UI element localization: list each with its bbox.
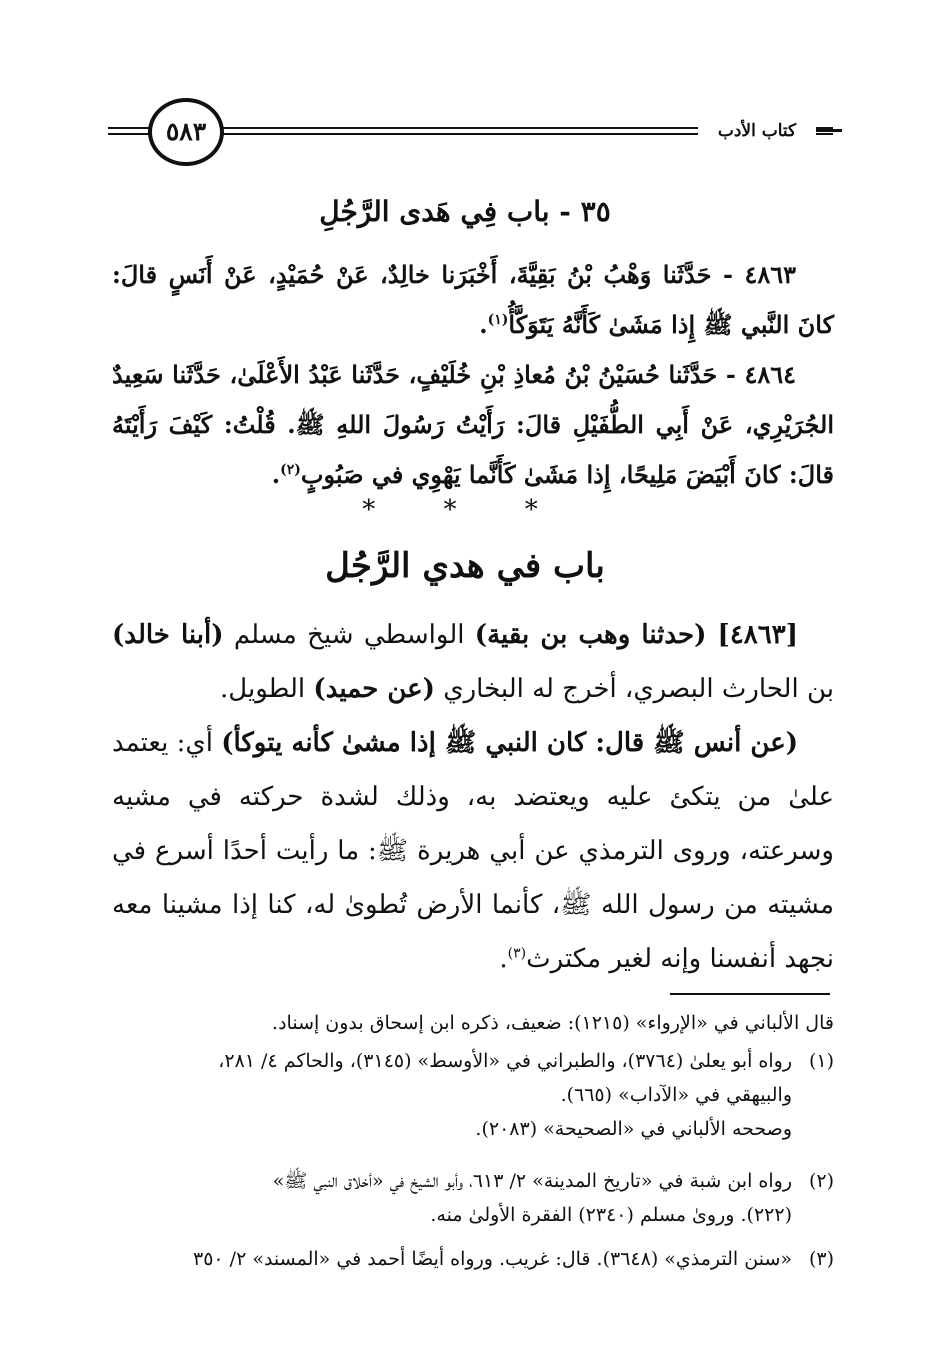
footnote-text: رواه أبو يعلىٰ (٣٧٦٤)، والطبراني في «الأوسط» (٣١٤٥)، والحاكم ٤/ ٢٨١، xyxy=(218,1050,792,1072)
footnote-line xyxy=(108,1044,834,1078)
footnote-2 xyxy=(108,1164,834,1232)
footnote-number: (١) xyxy=(808,1050,834,1072)
hadith-end: . xyxy=(479,310,488,339)
footnote-text: رواه ابن شبة في «تاريخ المدينة» ٢/ ٦١٣، وأبو الشيخ في «أخلاق النبي ﷺ» xyxy=(272,1170,792,1192)
footnote-number: (٢) xyxy=(808,1170,834,1192)
footnote-line: والبيهقي في «الآداب» (٦٦٥). xyxy=(560,1084,792,1106)
bold-phrase: (عن حميد) xyxy=(313,674,435,704)
commentary-text: بن الحارث البصري، أخرج له البخاري xyxy=(434,674,834,704)
bold-phrase: [٤٨٦٣] (حدثنا وهب بن بقية) xyxy=(474,620,798,650)
hadith-end: . xyxy=(271,460,281,489)
commentary-paragraph-2 xyxy=(112,716,834,986)
commentary-title: باب في هدي الرَّجُل xyxy=(325,546,605,586)
footnote-number: (٣) xyxy=(808,1248,834,1270)
footnote-text: «سنن الترمذي» (٣٦٤٨). قال: غريب. ورواه أيضًا أحمد في «المسند» ٢/ ٣٥٠ xyxy=(193,1248,792,1270)
running-header-title: كتاب الأدب xyxy=(698,117,816,145)
footnote-line xyxy=(108,1164,834,1198)
footnote-line xyxy=(108,1242,834,1276)
footnote-ref: (١) xyxy=(487,312,509,328)
footnote-1 xyxy=(108,1044,834,1146)
footnote-0 xyxy=(108,1006,834,1040)
footnote-text: قال الألباني في «الإرواء» (١٢١٥): ضعيف، ذكره ابن إسحاق بدون إسناد. xyxy=(272,1012,834,1034)
commentary-paragraph-1 xyxy=(112,608,834,716)
hadith-4864 xyxy=(112,350,834,500)
bold-phrase: (أبنا خالد) xyxy=(112,620,224,650)
footnote-separator xyxy=(670,993,830,995)
page-number-badge: ٥٨٣ xyxy=(148,98,224,166)
footnote-line: وصححه الألباني في «الصحيحة» (٢٠٨٣). xyxy=(475,1118,792,1140)
hadith-text: ٤٨٦٣ - حَدَّثَنا وَهْبُ بْنُ بَقِيَّةَ، أَخْبَرَنا خالِدٌ، عَنْ حُمَيْدٍ، عَنْ أَنَسٍ قالَ: كانَ النَّبي ﷺ إِذا مَشَىٰ كَأَنَّهُ يَتَوَكَّأُ xyxy=(112,260,834,339)
footnote-3 xyxy=(108,1242,834,1276)
footnote-ref: (٢) xyxy=(280,462,301,478)
footnote-ref: (٣) xyxy=(507,945,527,962)
commentary-text: الواسطي شيخ مسلم xyxy=(223,620,475,650)
bold-phrase: (عن أنس ﷺ قال: كان النبي ﷺ إذا مشىٰ كأنه يتوكأ) xyxy=(221,728,799,758)
commentary-end: . xyxy=(499,944,508,974)
commentary-text: أي: يعتمد علىٰ من يتكئ عليه ويعتضد به، وذلك لشدة حركته في مشيه وسرعته، وروى الترمذي عن أبي هريرة ﷺ: ما رأيت أحدًا أسرع في مشيته من رسول الله ﷺ، كأنما الأرض تُطوىٰ له، كنا إذا مشينا معه نجهد أنفسنا وإنه لغير مكترث xyxy=(112,728,834,974)
hadith-4863 xyxy=(112,250,834,350)
commentary-text: الطويل. xyxy=(220,674,314,704)
footnote-line: (٢٢٢). وروىٰ مسلم (٢٣٤٠) الفقرة الأولىٰ منه. xyxy=(430,1204,792,1226)
section-separator: * * * xyxy=(362,495,568,525)
hadith-text: ٤٨٦٤ - حَدَّثَنا حُسَيْنُ بْنُ مُعاذِ بْنِ خُلَيْفٍ، حَدَّثَنا عَبْدُ الأَعْلَىٰ، حَدَّثَنا سَعِيدٌ الجُرَيْرِي، عَنْ أَبِي الطُّفَيْلِ قالَ: رَأَيْتُ رَسُولَ اللهِ ﷺ. قُلْتُ: كَيْفَ رَأَيْتَهُ قالَ: كانَ أَبْيَضَ مَلِيحًا، إِذا مَشَىٰ كَأَنَّما يَهْوِي في صَبُوبٍ xyxy=(112,360,834,489)
chapter-title: ٣٥ - باب فِي هَدى الرَّجُلِ xyxy=(319,195,611,228)
